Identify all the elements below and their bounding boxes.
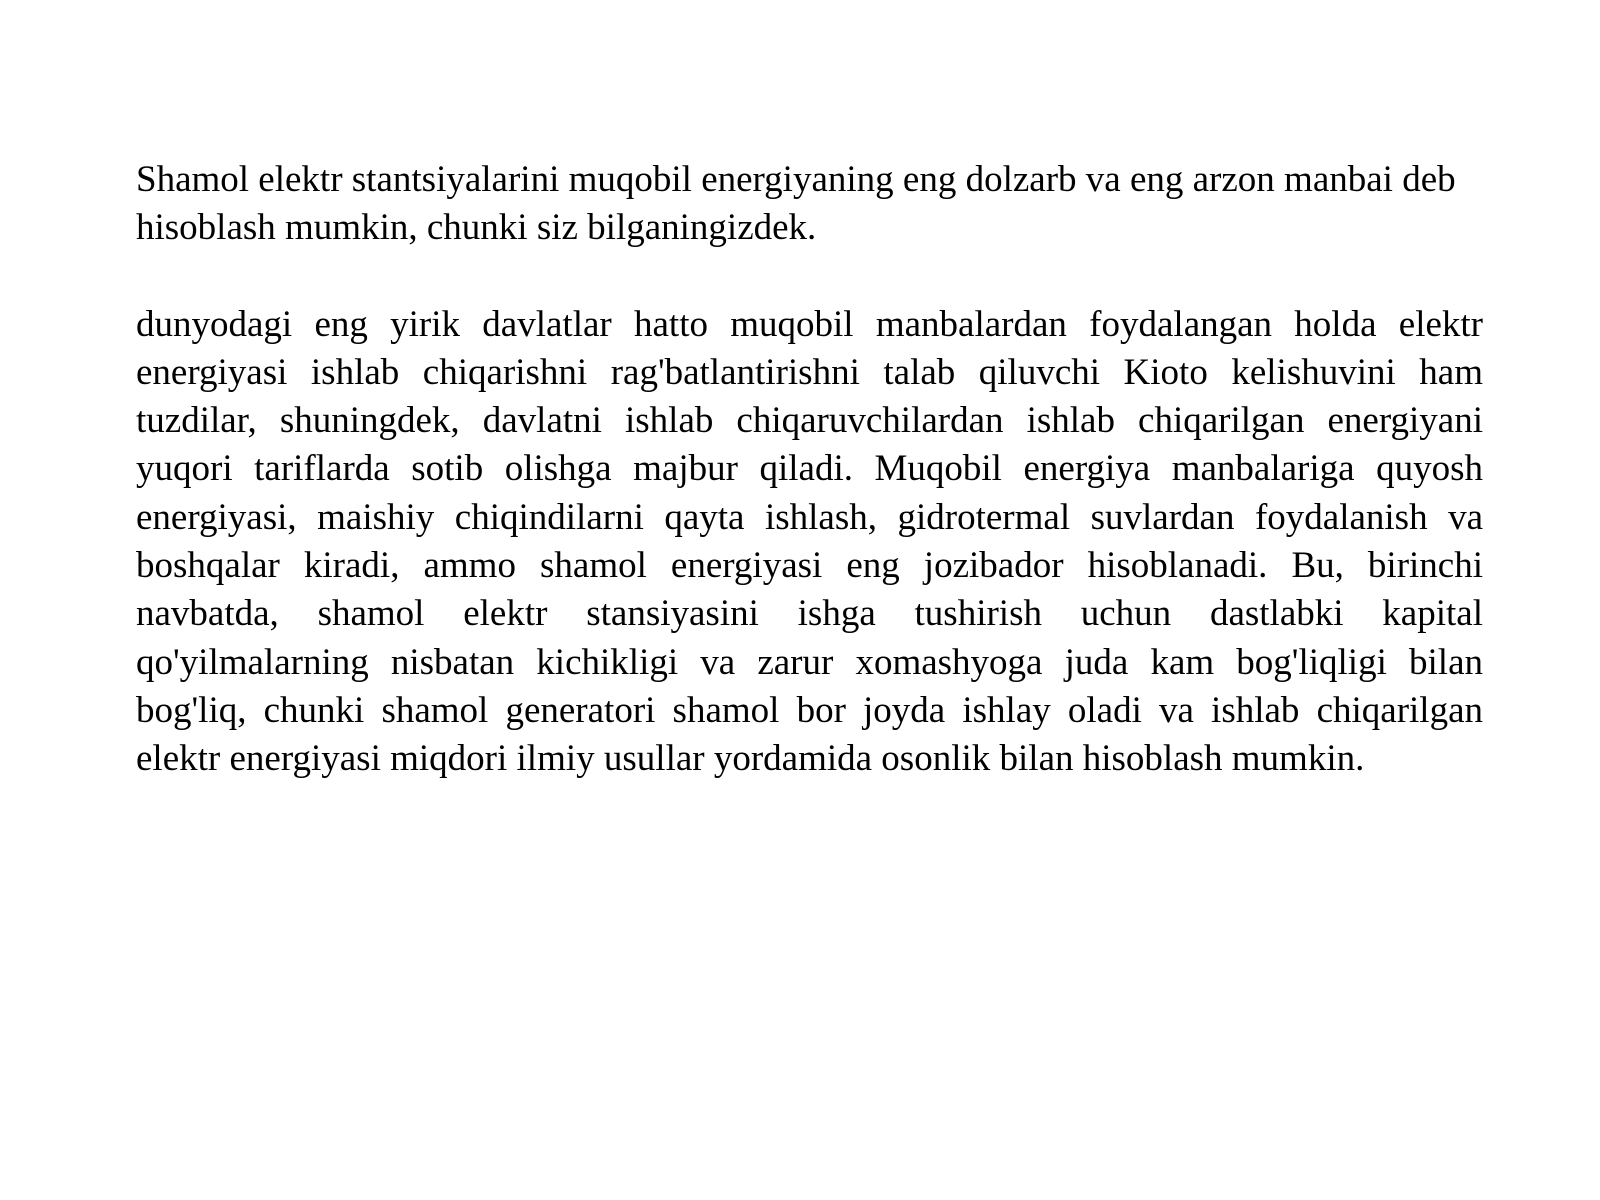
intro-paragraph: Shamol elektr stantsiyalarini muqobil energiyaning eng dolzarb va eng arzon manbai deb hisoblash mumkin, chunki siz bilganingizdek.: [136, 159, 1456, 249]
text-block: [136, 156, 1483, 784]
body-paragraph: dunyodagi eng yirik davlatlar hatto muqobil manbalardan foydalangan holda elektr energiyasi ishlab chiqarishni rag'batlantirishni talab qiluvchi Kioto kelishuvini ham tuzdilar, shuningdek, davlatni ishlab chiqaruvchilardan ishlab chiqarilgan energiyani yuqori tariflarda sotib olishga majbur qiladi. Muqobil energiya manbalariga quyosh energiyasi, maishiy chiqindilarni qayta ishlash, gidrotermal suvlardan foydalanish va boshqalar kiradi, ammo shamol energiyasi eng jozibador hisoblanadi. Bu, birinchi navbatda, shamol elektr stansiyasini ishga tushirish uchun dastlabki kapital qo'yilmalarning nisbatan kichikligi va zarur xomashyoga juda kam bog'liqligi bilan bog'liq, chunki shamol generatori shamol bor joyda ishlay oladi va ishlab chiqarilgan elektr energiyasi miqdori ilmiy usullar yordamida osonlik bilan hisoblash mumkin.: [136, 303, 1483, 780]
